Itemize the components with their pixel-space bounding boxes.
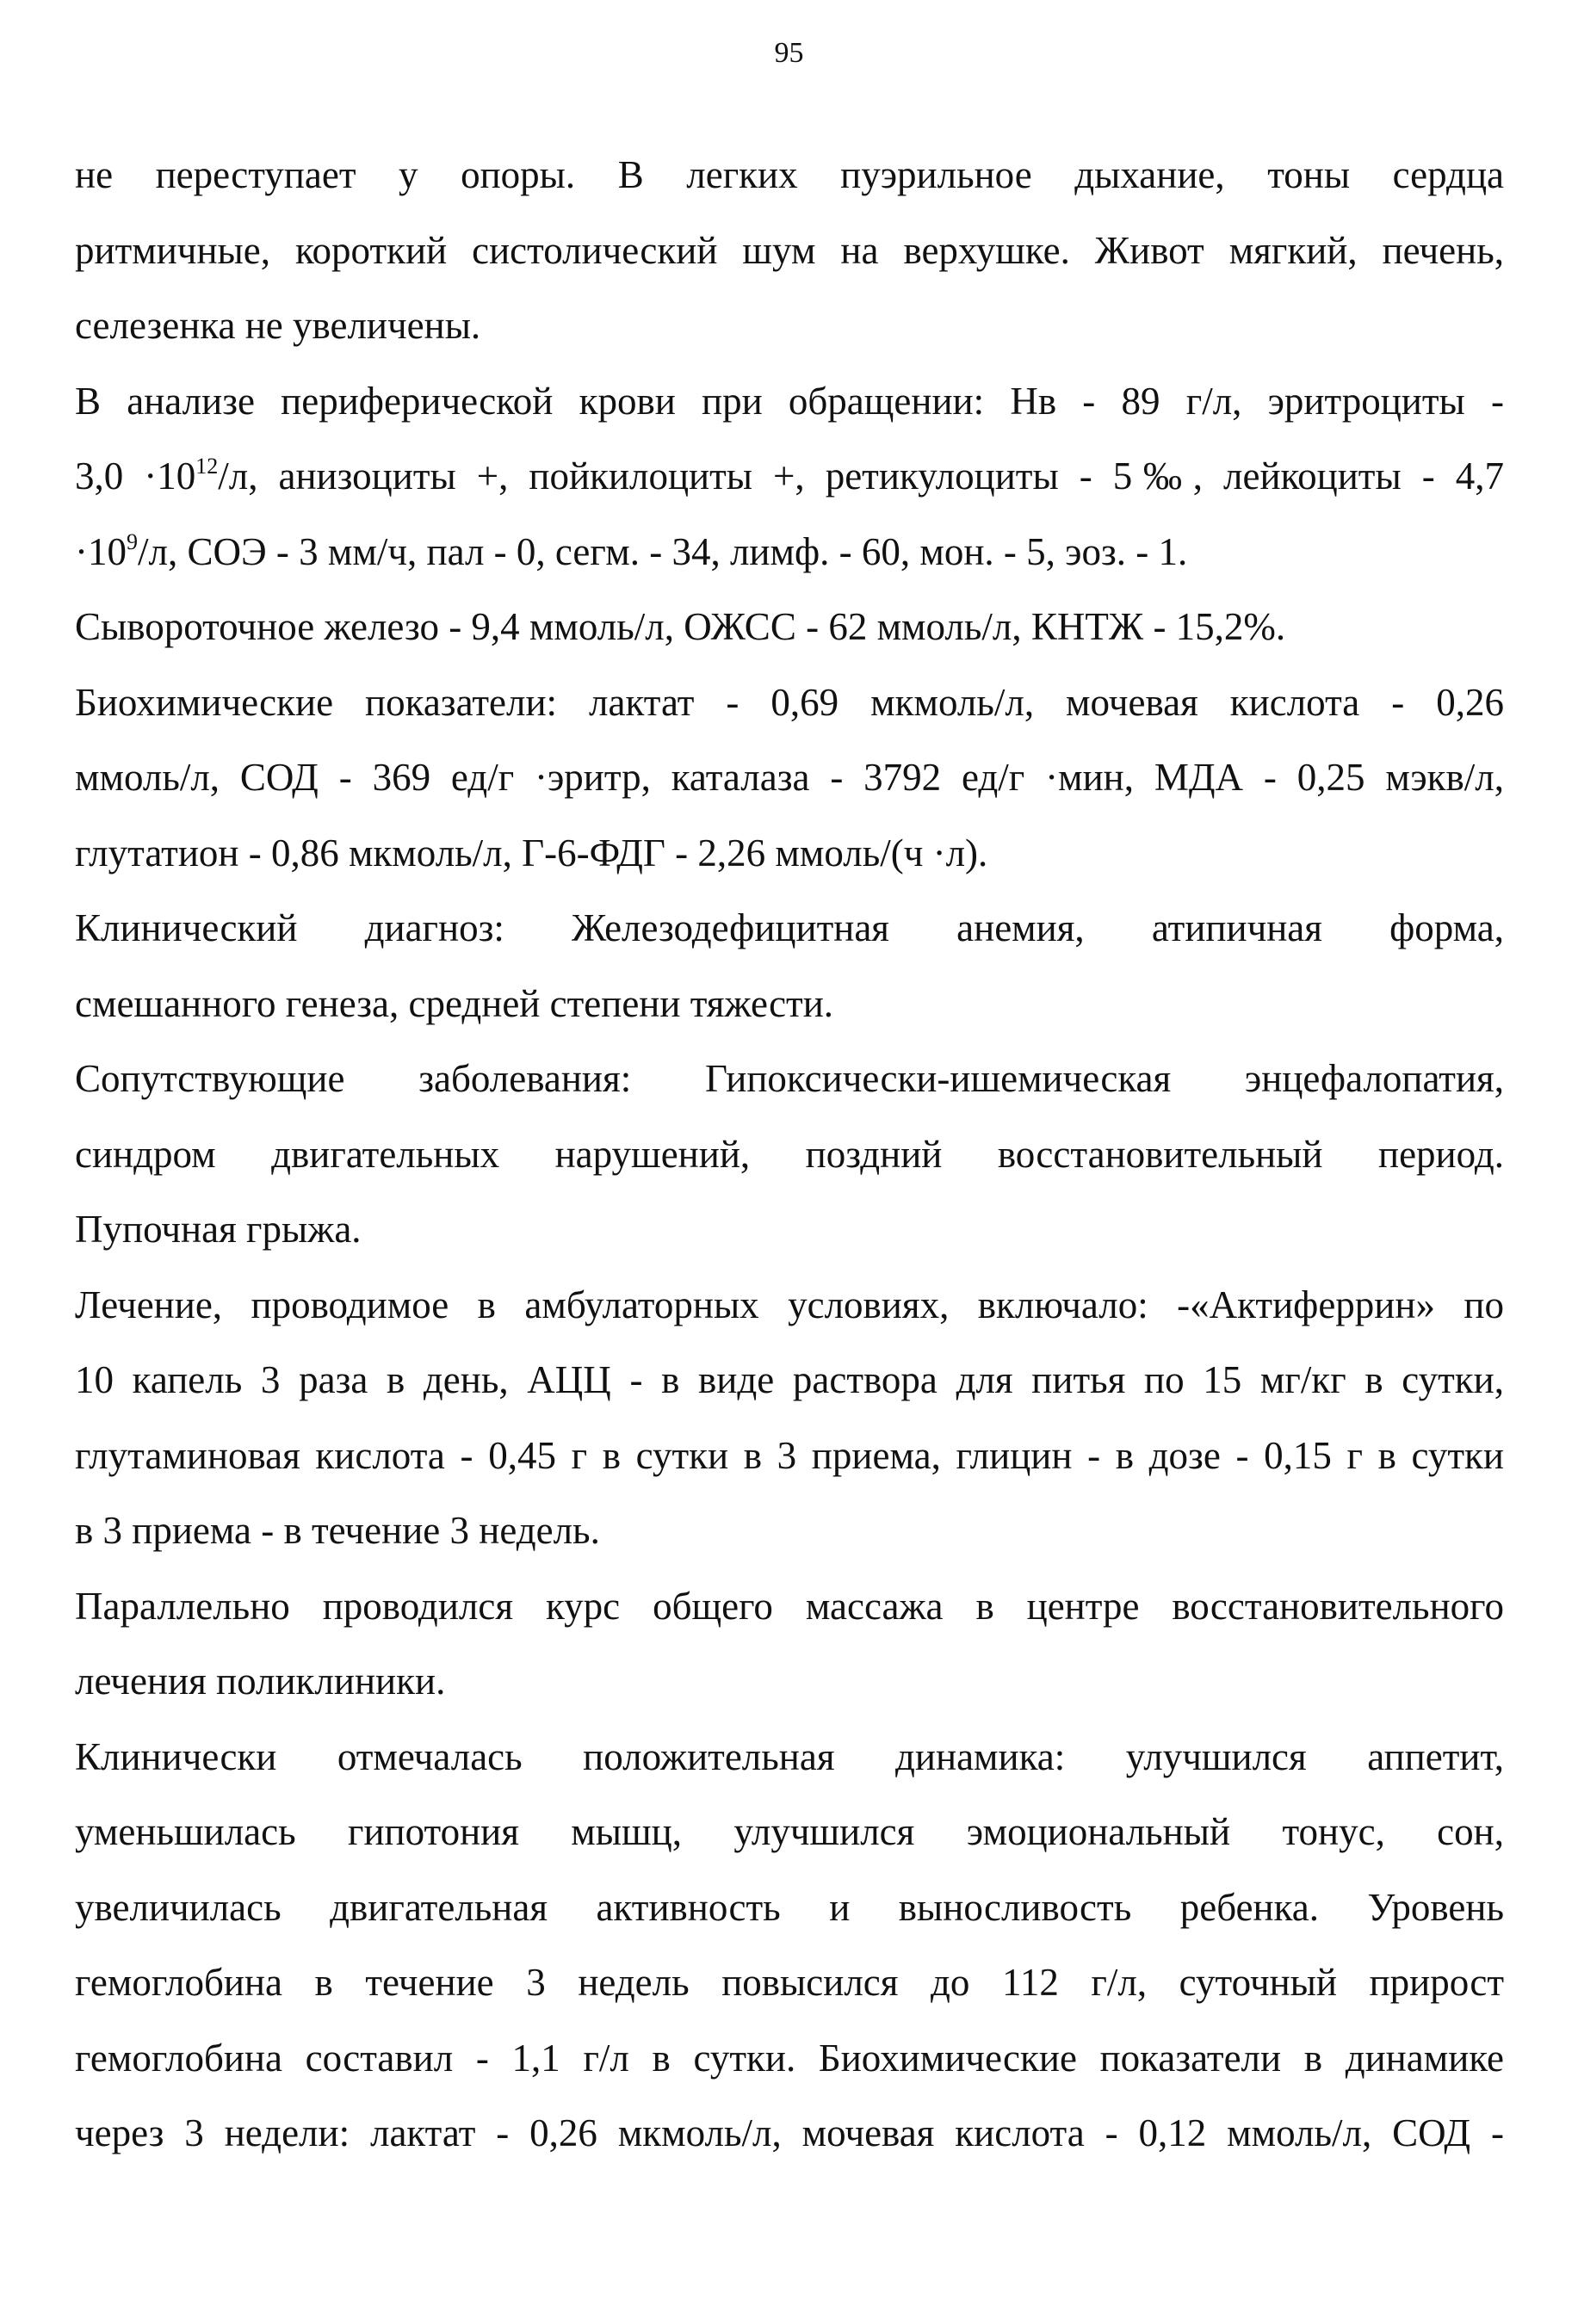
text-line: гемоглобина составил - 1,1 г/л в сутки. Биохимические показатели в динамике bbox=[75, 2036, 1504, 2080]
text-line: уменьшилась гипотония мышц, улучшился эмоциональный тонус, сон, bbox=[75, 1810, 1504, 1853]
page-number: 95 bbox=[774, 37, 804, 69]
text-line: в 3 приема - в течение 3 недель. bbox=[75, 1509, 600, 1552]
text-line bbox=[75, 515, 1504, 590]
text-segment: 3,0 ·10 bbox=[75, 454, 196, 498]
text-line: 10 капель 3 раза в день, АЦЦ - в виде раствора для питья по 15 мг/кг в сутки, bbox=[75, 1358, 1504, 1401]
paragraph bbox=[75, 665, 1504, 892]
paragraph bbox=[75, 1041, 1504, 1268]
text-segment: ·10 bbox=[75, 529, 127, 573]
text-line: синдром двигательных нарушений, поздний восстановительный период. bbox=[75, 1132, 1504, 1176]
text-line: Клинически отмечалась положительная динамика: улучшился аппетит, bbox=[75, 1734, 1504, 1778]
text-line: селезенка не увеличены. bbox=[75, 304, 481, 347]
paragraph bbox=[75, 364, 1504, 590]
text-line: Сопутствующие заболевания: Гипоксически-ишемическая энцефалопатия, bbox=[75, 1057, 1504, 1100]
superscript-exponent: 9 bbox=[127, 528, 138, 554]
text-line: В анализе периферической крови при обращении: Нв - 89 г/л, эритроциты - bbox=[75, 379, 1504, 423]
text-line: не переступает у опоры. В легких пуэрильное дыхание, тоны сердца bbox=[75, 153, 1504, 196]
paragraph bbox=[75, 1720, 1504, 2172]
paragraph bbox=[75, 891, 1504, 1041]
text-line bbox=[75, 439, 1504, 515]
text-line: Сывороточное железо - 9,4 ммоль/л, ОЖСС - 62 ммоль/л, КНТЖ - 15,2%. bbox=[75, 605, 1286, 648]
text-line: увеличилась двигательная активность и выносливость ребенка. Уровень bbox=[75, 1885, 1504, 1929]
document-body bbox=[75, 138, 1504, 2172]
text-line: Пупочная грыжа. bbox=[75, 1208, 362, 1251]
superscript-exponent: 12 bbox=[195, 454, 219, 479]
text-line: Параллельно проводился курс общего массажа в центре восстановительного bbox=[75, 1584, 1504, 1628]
text-line: ритмичные, короткий систолический шум на верхушке. Живот мягкий, печень, bbox=[75, 228, 1504, 272]
text-line: лечения поликлиники. bbox=[75, 1660, 446, 1703]
text-line: Лечение, проводимое в амбулаторных условиях, включало: -«Актиферрин» по bbox=[75, 1283, 1504, 1326]
paragraph bbox=[75, 1268, 1504, 1569]
text-segment: /л, анизоциты +, пойкилоциты +, ретикулоциты - 5‰, лейкоциты - 4,7 bbox=[218, 454, 1504, 498]
text-line: ммоль/л, СОД - 369 ед/г ·эритр, каталаза - 3792 ед/г ·мин, МДА - 0,25 мэкв/л, bbox=[75, 756, 1504, 799]
text-line: смешанного генеза, средней степени тяжести. bbox=[75, 981, 834, 1025]
text-segment: /л, СОЭ - 3 мм/ч, пал - 0, сегм. - 34, лимф. - 60, мон. - 5, эоз. - 1. bbox=[138, 529, 1188, 573]
text-line: через 3 недели: лактат - 0,26 мкмоль/л, мочевая кислота - 0,12 ммоль/л, СОД - bbox=[75, 2111, 1504, 2154]
paragraph bbox=[75, 1569, 1504, 1720]
text-line: гемоглобина в течение 3 недель повысился до 112 г/л, суточный прирост bbox=[75, 1961, 1504, 2004]
paragraph bbox=[75, 590, 1504, 665]
text-line: глутаминовая кислота - 0,45 г в сутки в 3 приема, глицин - в дозе - 0,15 г в сутки bbox=[75, 1433, 1504, 1477]
paragraph bbox=[75, 138, 1504, 364]
text-line: Биохимические показатели: лактат - 0,69 мкмоль/л, мочевая кислота - 0,26 bbox=[75, 680, 1504, 724]
text-line: Клинический диагноз: Железодефицитная анемия, атипичная форма, bbox=[75, 906, 1504, 949]
text-line: глутатион - 0,86 мкмоль/л, Г-6-ФДГ - 2,26 ммоль/(ч ·л). bbox=[75, 831, 988, 875]
